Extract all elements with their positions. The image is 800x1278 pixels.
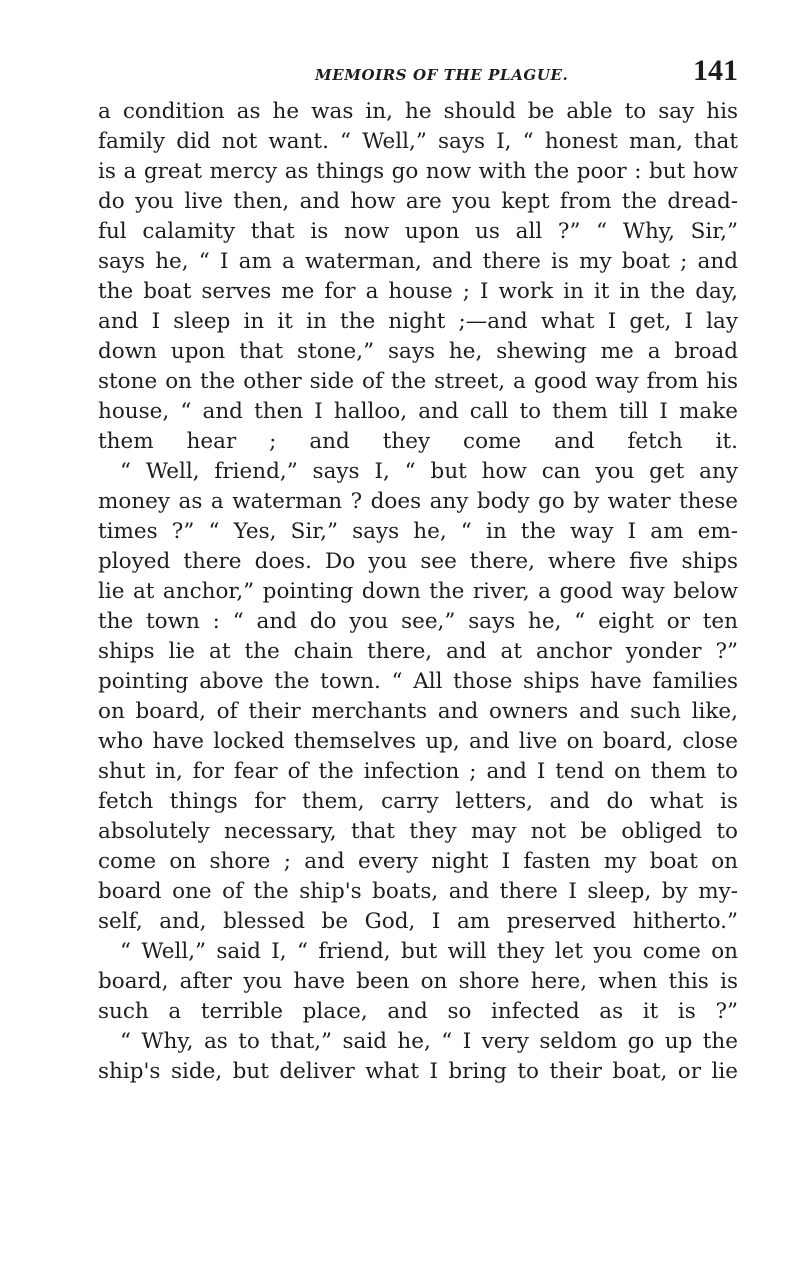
text-line: “ Why, as to that,” said he, “ I very seldom go up the [120, 1029, 738, 1054]
text-line: them hear ; and they come and fetch it. [98, 429, 738, 454]
text-line: self, and, blessed be God, I am preserved hitherto.” [98, 909, 738, 934]
text-line: on board, of their merchants and owners and such like, [98, 699, 738, 724]
text-line: lie at anchor,” pointing down the river, a good way below [98, 579, 738, 604]
text-line: a condition as he was in, he should be able to say his [98, 99, 738, 124]
text-line: such a terrible place, and so infected as it is ?” [98, 999, 738, 1024]
text-line: is a great mercy as things go now with the poor : but how [98, 159, 738, 184]
running-title: MEMOIRS OF THE PLAGUE. [315, 66, 569, 84]
text-line: come on shore ; and every night I fasten my boat on [98, 849, 738, 874]
page-number: 141 [693, 54, 738, 87]
text-line: ful calamity that is now upon us all ?” “ Why, Sir,” [98, 219, 738, 244]
text-line: the town : “ and do you see,” says he, “ eight or ten [98, 609, 738, 634]
text-line: times ?” “ Yes, Sir,” says he, “ in the way I am em- [98, 519, 738, 544]
text-line: family did not want. “ Well,” says I, “ honest man, that [98, 129, 738, 154]
body-text [98, 97, 738, 1087]
text-line: down upon that stone,” says he, shewing me a broad [98, 339, 738, 364]
text-line: and I sleep in it in the night ;—and what I get, I lay [98, 309, 738, 334]
text-line: the boat serves me for a house ; I work in it in the day, [98, 279, 738, 304]
text-line: pointing above the town. “ All those ships have families [98, 669, 738, 694]
text-line: who have locked themselves up, and live on board, close [98, 729, 738, 754]
text-line: shut in, for fear of the infection ; and I tend on them to [98, 759, 738, 784]
text-line: ships lie at the chain there, and at anchor yonder ?” [98, 639, 738, 664]
text-line: absolutely necessary, that they may not be obliged to [98, 819, 738, 844]
text-line: ship's side, but deliver what I bring to their boat, or lie [98, 1059, 738, 1084]
text-line: do you live then, and how are you kept from the dread- [98, 189, 738, 214]
text-line: board one of the ship's boats, and there I sleep, by my- [98, 879, 738, 904]
text-line: “ Well,” said I, “ friend, but will they let you come on [120, 939, 738, 964]
text-line: fetch things for them, carry letters, and do what is [98, 789, 738, 814]
text-line: “ Well, friend,” says I, “ but how can you get any [120, 459, 738, 484]
text-line: ployed there does. Do you see there, where five ships [98, 549, 738, 574]
text-line: money as a waterman ? does any body go by water these [98, 489, 738, 514]
text-line: board, after you have been on shore here, when this is [98, 969, 738, 994]
text-line: stone on the other side of the street, a good way from his [98, 369, 738, 394]
text-line: house, “ and then I halloo, and call to them till I make [98, 399, 738, 424]
text-line: says he, “ I am a waterman, and there is my boat ; and [98, 249, 738, 274]
